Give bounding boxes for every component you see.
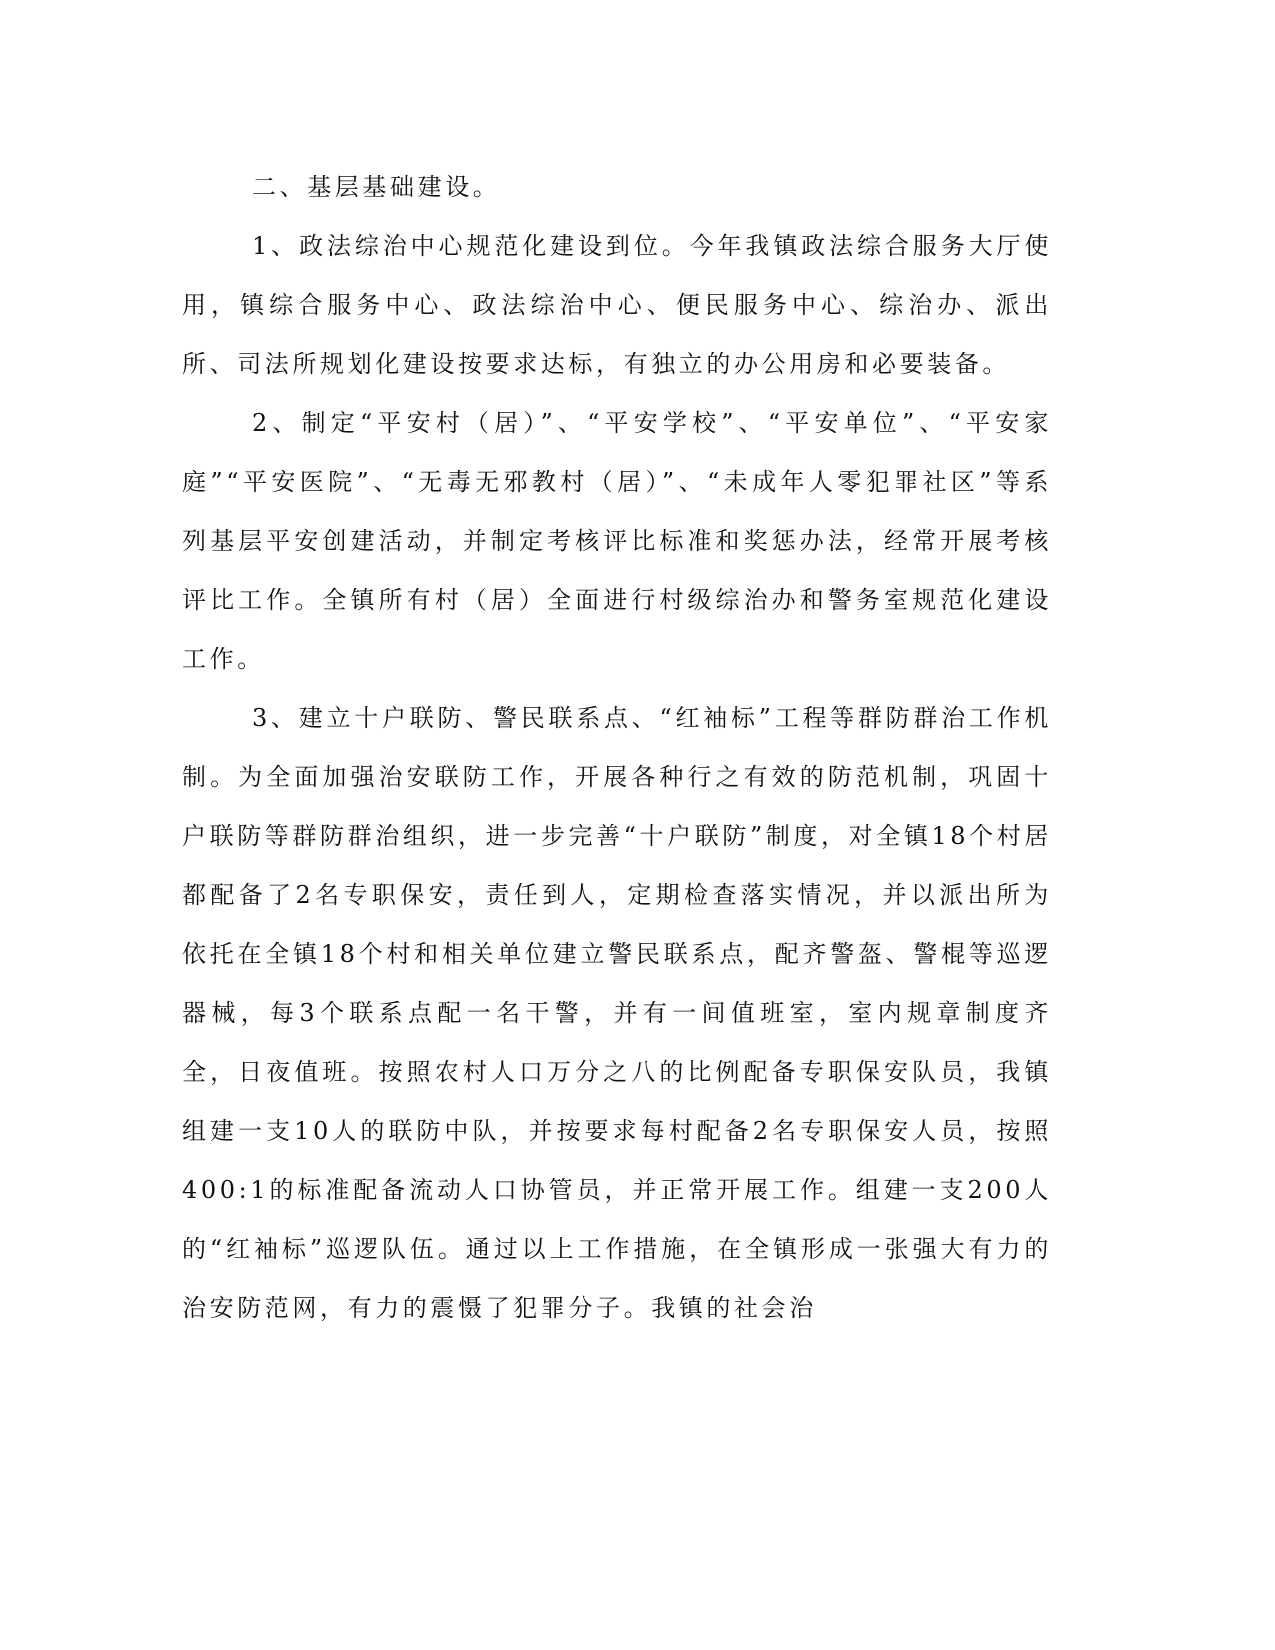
paragraph-1: 1、政法综治中心规范化建设到位。今年我镇政法综合服务大厅使用，镇综合服务中心、政法综治中心、便民服务中心、综治办、派出所、司法所规划化建设按要求达标，有独立的办公用房和必要装备。 xyxy=(182,232,1052,378)
paragraph-3: 3、建立十户联防、警民联系点、“红袖标”工程等群防群治工作机制。为全面加强治安联防工作，开展各种行之有效的防范机制，巩固十户联防等群防群治组织，进一步完善“十户联防”制度，对全镇18个村居都配备了2名专职保安，责任到人，定期检查落实情况，并以派出所为依托在全镇18个村和相关单位建立警民联系点，配齐警盔、警棍等巡逻器械，每3个联系点配一名干警，并有一间值班室，室内规章制度齐全，日夜值班。按照农村人口万分之八的比例配备专职保安队员，我镇组建一支10人的联防中队，并按要求每村配备2名专职保安人员，按照400:1的标准配备流动人口协管员，并正常开展工作。组建一支200人的“红袖标”巡逻队伍。通过以上工作措施，在全镇形成一张强大有力的治安防范网，有力的震慑了犯罪分子。我镇的社会治 xyxy=(182,704,1052,1322)
paragraph-2: 2、制定“平安村（居）”、“平安学校”、“平安单位”、“平安家庭”“平安医院”、“无毒无邪教村（居）”、“未成年人零犯罪社区”等系列基层平安创建活动，并制定考核评比标准和奖惩办法，经常开展考核评比工作。全镇所有村（居）全面进行村级综治办和警务室规范化建设工作。 xyxy=(182,409,1052,673)
section-heading: 二、基层基础建设。 xyxy=(252,173,501,201)
document-body xyxy=(182,158,1052,1338)
